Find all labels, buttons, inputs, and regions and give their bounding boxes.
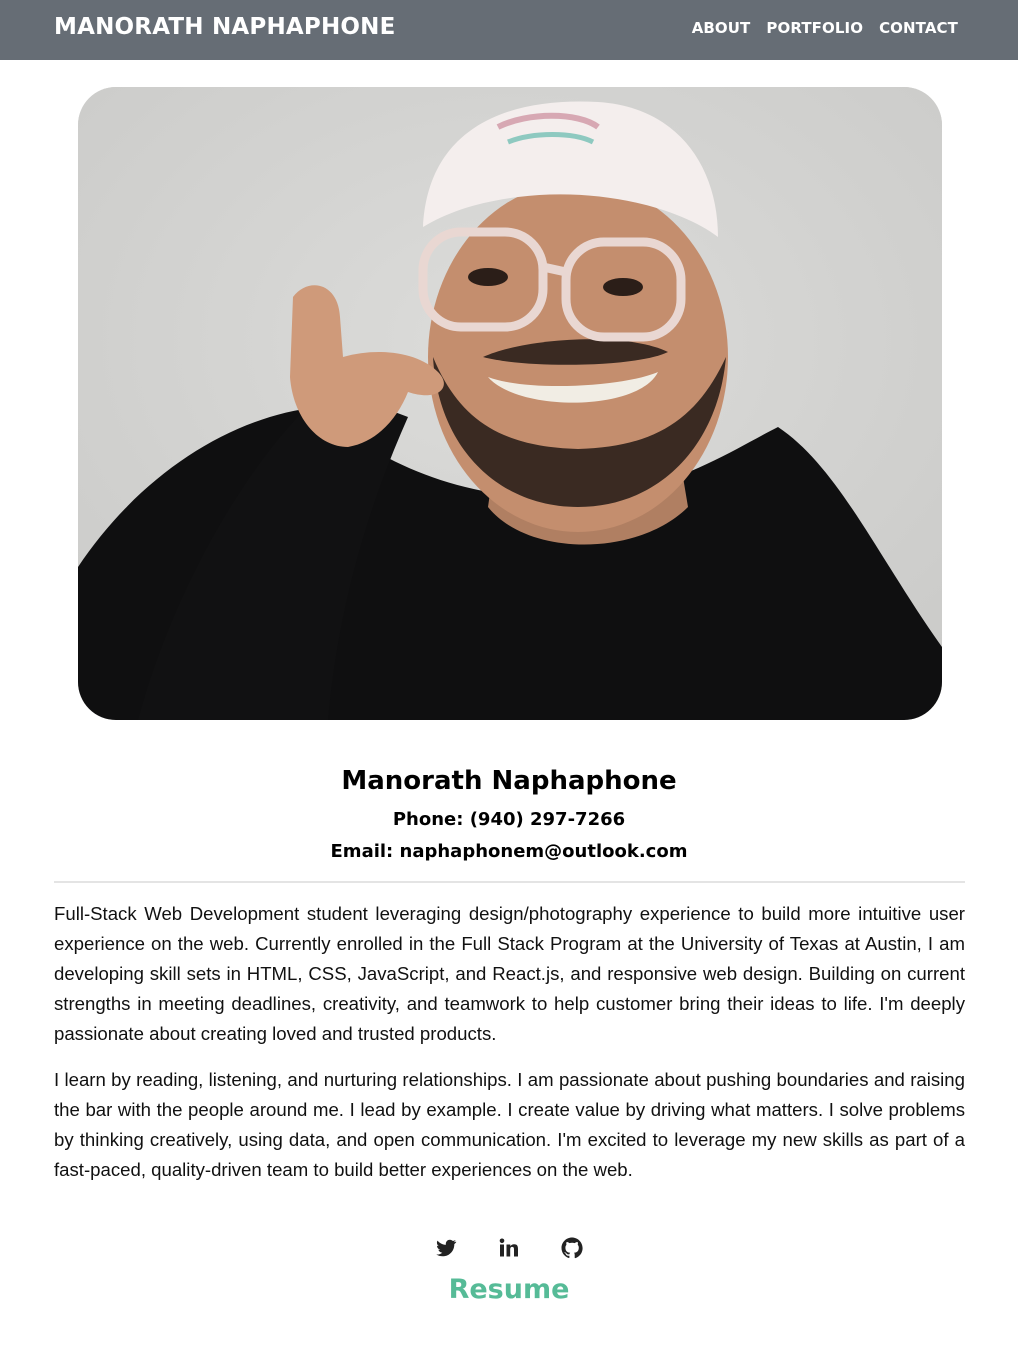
github-icon[interactable] <box>560 1236 584 1260</box>
nav-contact-link[interactable]: CONTACT <box>879 19 958 37</box>
email-text: Email: naphaphonem@outlook.com <box>330 841 688 862</box>
twitter-icon[interactable] <box>434 1236 458 1260</box>
social-links <box>0 1236 1018 1260</box>
profile-photo <box>78 87 942 720</box>
bio-paragraph-2: I learn by reading, listening, and nurturing relationships. I am passionate about pushing boundaries and raising the bar with the people around me. I lead by example. I create value by driving what matters. I solve problems by thinking creatively, using data, and open communication. I'm excited to leverage my new skills as part of a fast-paced, quality-driven team to build better experiences on the web. <box>54 1069 965 1180</box>
nav-about-link[interactable]: ABOUT <box>691 19 751 37</box>
navbar <box>0 0 1018 60</box>
bio-paragraph-1: Full-Stack Web Development student leveraging design/photography experience to build more intuitive user experience on the web. Currently enrolled in the Full Stack Program at the University of Texas at Austin, I am developing skill sets in HTML, CSS, JavaScript, and React.js, and responsive web design. Building on current strengths in meeting deadlines, creativity, and teamwork to help customer bring their ideas to life. I'm deeply passionate about creating loved and trusted products. <box>54 903 965 1044</box>
phone-text: Phone: (940) 297-7266 <box>392 809 626 830</box>
linkedin-icon[interactable] <box>497 1236 521 1260</box>
brand-link[interactable]: MANORATH NAPHAPHONE <box>54 14 396 40</box>
profile-name: Manorath Naphaphone <box>341 766 677 796</box>
nav-links <box>692 19 958 37</box>
divider <box>54 881 965 883</box>
nav-portfolio-link[interactable]: PORTFOLIO <box>766 19 864 37</box>
resume-link[interactable]: Resume <box>448 1274 570 1305</box>
